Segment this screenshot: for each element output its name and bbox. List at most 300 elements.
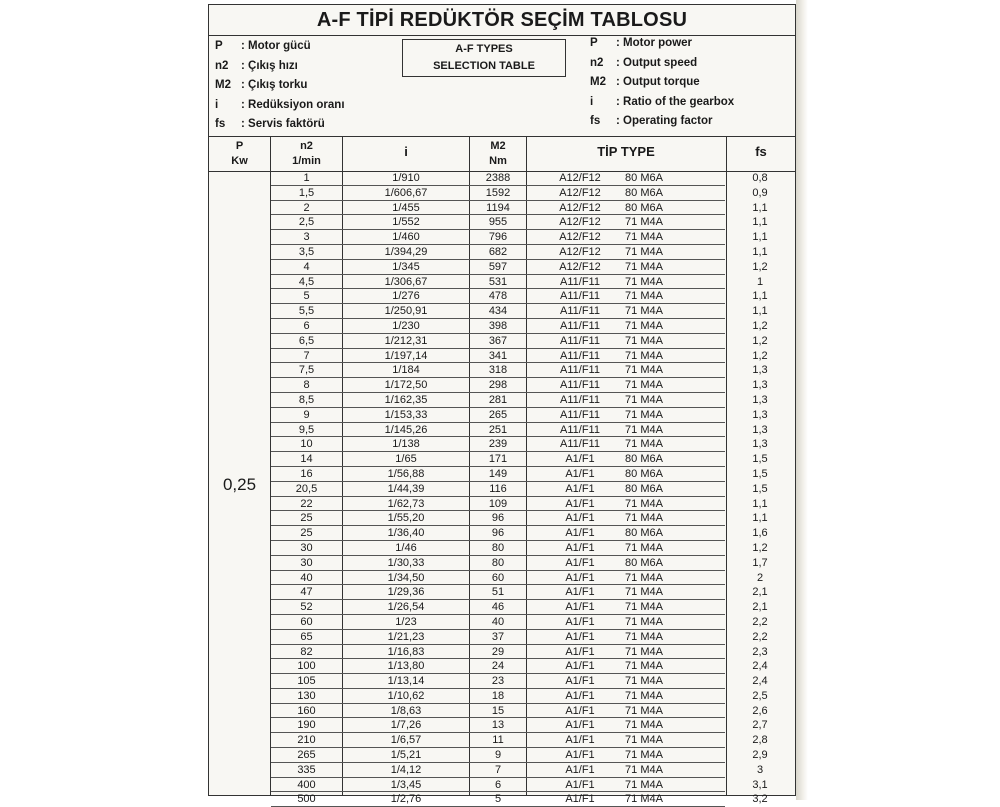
cell-m2: 5 [494,793,502,806]
cell-n2: 4 [303,260,310,273]
legend-item [590,54,734,74]
header-line: Kw [231,155,248,167]
cell-type: A1/F1 [565,601,595,614]
table-row [209,748,795,763]
cell-m2: 6 [494,778,502,791]
cell-motor: 80 M6A [625,527,663,540]
cell-motor: 80 M6A [625,482,663,495]
cell-fs: 1,1 [752,245,768,258]
cell-ratio: 1/13,80 [387,660,425,673]
legend-english [590,34,734,132]
cell-m2: 96 [491,527,505,540]
cell-m2: 796 [488,231,508,244]
legend-symbol: i [590,95,594,108]
cell-fs: 1,3 [752,423,768,436]
page-edge [796,0,808,800]
table-row [209,615,795,630]
table-row [209,704,795,719]
table-row [209,201,795,216]
table-row [209,482,795,497]
cell-n2: 2 [303,201,310,214]
cell-type: A1/F1 [565,615,595,628]
cell-n2: 4,5 [298,275,315,288]
cell-n2: 40 [300,571,313,584]
cell-ratio: 1/13,14 [387,675,425,688]
cell-type: A1/F1 [565,630,595,643]
cell-type: A1/F1 [565,453,595,466]
cell-type: A11/F11 [560,364,600,377]
cell-motor: 71 M4A [625,689,663,702]
table-row [209,437,795,452]
cell-ratio: 1/10,62 [387,689,425,702]
cell-m2: 46 [491,601,505,614]
cell-ratio: 1/138 [392,438,420,451]
header-line: P [235,140,244,152]
cell-motor: 71 M4A [625,423,663,436]
cell-n2: 210 [297,734,316,747]
legend-symbol: fs [215,118,226,131]
cell-fs: 1,7 [752,556,768,569]
table-row [209,467,795,482]
cell-type: A1/F1 [565,571,595,584]
table-row [209,245,795,260]
cell-m2: 367 [488,334,508,347]
legend-item [590,112,734,132]
cell-fs: 1,2 [752,334,768,347]
cell-type: A12/F12 [559,260,601,273]
cell-fs: 2,6 [752,704,768,717]
table-row [209,556,795,571]
cell-type: A12/F12 [559,245,601,258]
cell-n2: 6 [303,319,310,332]
cell-type: A1/F1 [565,793,595,806]
cell-n2: 8,5 [298,393,315,406]
cell-n2: 25 [300,527,313,540]
cell-n2: 3 [303,231,310,244]
cell-ratio: 1/44,39 [387,482,425,495]
table-row [209,585,795,600]
cell-motor: 71 M4A [625,216,663,229]
cell-ratio: 1/460 [392,231,420,244]
cell-fs: 1,2 [752,349,768,362]
cell-fs: 2,2 [752,615,768,628]
cell-fs: 1,3 [752,379,768,392]
legend-text: : Output speed [616,56,698,69]
cell-fs: 1,2 [752,260,768,273]
cell-m2: 239 [488,438,508,451]
table-row [209,260,795,275]
cell-type: A1/F1 [565,704,595,717]
cell-m2: 341 [488,349,508,362]
cell-n2: 47 [300,586,313,599]
cell-ratio: 1/8,63 [390,704,422,717]
cell-m2: 1592 [485,186,511,199]
cell-n2: 190 [297,719,316,732]
cell-fs: 1,3 [752,393,768,406]
types-box [402,39,566,77]
cell-fs: 2,3 [752,645,768,658]
cell-motor: 71 M4A [625,379,663,392]
cell-motor: 71 M4A [625,734,663,747]
selection-table-sheet [208,4,796,806]
cell-motor: 71 M4A [625,319,663,332]
cell-fs: 0,8 [752,172,768,184]
legend-item [590,34,734,54]
cell-n2: 265 [297,749,316,762]
cell-ratio: 1/62,73 [387,497,425,510]
cell-type: A1/F1 [565,763,595,776]
cell-ratio: 1/230 [392,319,420,332]
cell-n2: 1 [303,172,310,184]
cell-n2: 9,5 [298,423,315,436]
motor-power-value: 0,25 [222,475,257,494]
cell-ratio: 1/172,50 [384,379,428,392]
cell-n2: 22 [300,497,313,510]
cell-type: A1/F1 [565,778,595,791]
cell-n2: 52 [300,601,313,614]
cell-m2: 1194 [486,201,510,214]
cell-fs: 1 [756,275,764,288]
table-row [209,304,795,319]
cell-fs: 1,6 [752,527,768,540]
cell-ratio: 1/6,57 [390,734,422,747]
cell-type: A11/F11 [560,379,600,392]
cell-m2: 478 [488,290,508,303]
cell-motor: 71 M4A [625,290,663,303]
header-line: Nm [489,155,507,167]
cell-type: A1/F1 [565,541,595,554]
legend-text: : Motor gücü [241,40,311,52]
cell-ratio: 1/606,67 [384,186,428,199]
cell-motor: 80 M6A [625,453,663,466]
legend-text: : Servis faktörü [241,118,325,131]
legend-item [215,57,345,77]
cell-n2: 60 [300,615,313,628]
table-row [209,334,795,349]
cell-motor: 71 M4A [625,231,663,244]
cell-m2: 60 [491,571,505,584]
cell-fs: 1,1 [752,512,768,525]
page-title: A-F TİPİ REDÜKTÖR SEÇİM TABLOSU [209,5,795,36]
cell-motor: 71 M4A [625,408,663,421]
cell-type: A11/F11 [560,438,600,451]
legend-symbol: n2 [215,59,229,72]
cell-ratio: 1/21,23 [387,630,425,643]
cell-ratio: 1/26,54 [387,601,425,614]
cell-type: A12/F12 [559,231,601,244]
legend-text: : Redüksiyon oranı [241,98,345,111]
cell-motor: 71 M4A [625,793,663,806]
legend-turkish [215,37,345,135]
cell-n2: 65 [300,630,313,643]
header-type: TİP TYPE [597,144,655,159]
legend-text: : Output torque [616,76,700,89]
cell-ratio: 1/30,33 [387,556,425,569]
cell-fs: 1,1 [752,290,768,303]
table-row [209,630,795,645]
cell-fs: 1,1 [752,216,768,229]
header-line: 1/min [292,155,321,167]
cell-type: A1/F1 [565,556,595,569]
cell-fs: 0,9 [752,186,768,199]
cell-ratio: 1/455 [392,201,420,214]
cell-type: A1/F1 [565,467,595,480]
table-row [209,733,795,748]
cell-motor: 71 M4A [625,675,663,688]
cell-n2: 3,5 [298,245,315,258]
cell-ratio: 1/162,35 [384,393,428,406]
cell-ratio: 1/2,76 [390,793,422,806]
legend-item [590,93,734,113]
cell-n2: 8 [303,379,310,392]
cell-fs: 3,1 [752,778,768,791]
cell-type: A12/F12 [559,186,601,199]
cell-n2: 1,5 [298,186,315,199]
cell-motor: 71 M4A [625,260,663,273]
cell-type: A11/F11 [560,319,600,332]
table-row [209,378,795,393]
cell-ratio: 1/145,26 [384,423,428,436]
cell-motor: 71 M4A [625,571,663,584]
table-row [209,689,795,704]
cell-n2: 9 [303,408,310,421]
cell-m2: 265 [488,408,508,421]
cell-motor: 71 M4A [625,512,663,525]
legend-symbol: M2 [590,76,606,89]
table-row [209,600,795,615]
cell-fs: 2,2 [752,630,768,643]
table-row [209,275,795,290]
cell-motor: 71 M4A [625,660,663,673]
cell-fs: 1,2 [752,319,768,332]
cell-type: A1/F1 [565,482,595,495]
cell-m2: 531 [488,275,508,288]
cell-ratio: 1/345 [392,260,420,273]
table-row [209,674,795,689]
header-line: M2 [490,140,506,152]
cell-type: A1/F1 [565,586,595,599]
cell-motor: 71 M4A [625,630,663,643]
table-row [209,408,795,423]
cell-m2: 398 [488,319,508,332]
cell-ratio: 1/276 [392,290,420,303]
cell-m2: 96 [491,512,505,525]
cell-type: A11/F11 [560,334,600,347]
cell-motor: 71 M4A [625,245,663,258]
cell-motor: 71 M4A [625,305,663,318]
table-row [209,526,795,541]
header-i: i [404,144,408,159]
table-row [209,659,795,674]
cell-ratio: 1/197,14 [384,349,428,362]
cell-type: A1/F1 [565,749,595,762]
legend-text: : Çıkış torku [241,79,308,92]
cell-type: A1/F1 [565,497,595,510]
cell-ratio: 1/5,21 [390,749,422,762]
cell-motor: 71 M4A [625,645,663,658]
cell-fs: 2,1 [752,586,768,599]
cell-m2: 11 [492,734,504,747]
cell-type: A11/F11 [560,290,600,303]
cell-ratio: 1/306,67 [384,275,428,288]
cell-type: A1/F1 [565,660,595,673]
cell-n2: 500 [297,793,316,806]
cell-type: A1/F1 [565,645,595,658]
cell-type: A11/F11 [560,408,600,421]
cell-motor: 71 M4A [625,541,663,554]
cell-ratio: 1/34,50 [387,571,425,584]
cell-n2: 7,5 [298,364,315,377]
cell-motor: 71 M4A [625,334,663,347]
types-box-line: SELECTION TABLE [433,60,535,72]
legend-symbol: i [215,98,219,111]
table-row [209,393,795,408]
legend-text: : Ratio of the gearbox [616,95,735,108]
cell-motor: 71 M4A [625,275,663,288]
table-row [209,423,795,438]
legend-item [590,73,734,93]
cell-type: A11/F11 [560,349,600,362]
header-line: n2 [300,140,313,152]
legend-symbol: n2 [590,56,604,69]
table-row [209,718,795,733]
header-fs: fs [755,144,767,159]
cell-motor: 80 M6A [625,172,663,184]
cell-motor: 71 M4A [625,349,663,362]
legend-text: : Motor power [616,37,693,49]
cell-m2: 682 [488,245,508,258]
cell-motor: 71 M4A [625,749,663,762]
cell-m2: 37 [491,630,505,643]
cell-fs: 1,1 [752,231,768,244]
cell-n2: 16 [300,467,313,480]
cell-m2: 80 [491,541,505,554]
cell-ratio: 1/36,40 [387,527,425,540]
cell-motor: 71 M4A [625,438,663,451]
legend-symbol: M2 [215,79,231,92]
cell-n2: 6,5 [298,334,315,347]
cell-m2: 23 [491,675,505,688]
cell-m2: 251 [488,423,508,436]
table-row [209,571,795,586]
cell-ratio: 1/16,83 [387,645,425,658]
table-header [209,136,795,172]
cell-m2: 281 [488,393,508,406]
table-row [209,541,795,556]
cell-ratio: 1/46 [395,541,417,554]
cell-type: A12/F12 [559,172,601,184]
cell-ratio: 1/4,12 [390,763,422,776]
cell-fs: 2,7 [752,719,768,732]
cell-fs: 1,1 [752,305,768,318]
cell-motor: 71 M4A [625,615,663,628]
cell-ratio: 1/552 [392,216,420,229]
cell-type: A1/F1 [565,734,595,747]
cell-n2: 105 [297,675,316,688]
cell-fs: 1,2 [752,541,768,554]
cell-ratio: 1/153,33 [384,408,428,421]
cell-motor: 80 M6A [625,201,663,214]
legend-symbol: P [590,37,598,49]
cell-motor: 71 M4A [625,778,663,791]
cell-m2: 24 [491,660,505,673]
cell-type: A1/F1 [565,719,595,732]
legend-text: : Operating factor [616,115,713,128]
cell-m2: 80 [491,556,505,569]
cell-motor: 80 M6A [625,467,663,480]
cell-fs: 2 [756,571,764,584]
header-m2 [470,137,526,171]
cell-fs: 1,3 [752,364,768,377]
cell-m2: 13 [491,719,505,732]
cell-m2: 298 [488,379,508,392]
cell-ratio: 1/55,20 [387,512,425,525]
table-row [209,763,795,778]
types-box-line: A-F TYPES [455,43,513,55]
cell-n2: 30 [300,541,313,554]
cell-type: A1/F1 [565,675,595,688]
cell-type: A12/F12 [559,201,601,214]
cell-m2: 51 [491,586,505,599]
cell-fs: 3 [756,763,764,776]
cell-ratio: 1/29,36 [387,586,425,599]
cell-motor: 71 M4A [625,586,663,599]
table-row [209,230,795,245]
header-p [209,137,270,171]
cell-m2: 597 [488,260,508,273]
cell-fs: 2,1 [752,601,768,614]
cell-m2: 18 [491,689,505,702]
table-row [209,319,795,334]
table-row [209,171,795,186]
cell-ratio: 1/3,45 [390,778,422,791]
cell-motor: 71 M4A [625,719,663,732]
cell-ratio: 1/394,29 [384,245,428,258]
cell-m2: 9 [494,749,502,762]
cell-m2: 434 [488,305,508,318]
table-row [209,778,795,793]
cell-ratio: 1/23 [395,615,417,628]
legend-text: : Çıkış hızı [241,59,298,72]
table-body [209,171,795,807]
table-row [209,289,795,304]
cell-n2: 14 [300,453,313,466]
cell-n2: 5 [303,290,310,303]
cell-ratio: 1/250,91 [384,305,428,318]
cell-type: A1/F1 [565,512,595,525]
table-row [209,215,795,230]
cell-motor: 71 M4A [625,393,663,406]
cell-ratio: 1/65 [395,453,417,466]
legend-item [215,115,345,135]
cell-fs: 1,5 [752,467,768,480]
legend-item [215,96,345,116]
cell-ratio: 1/184 [392,364,420,377]
cell-n2: 400 [297,778,316,791]
cell-motor: 71 M4A [625,601,663,614]
cell-n2: 335 [297,763,316,776]
table-row [209,497,795,512]
cell-m2: 40 [491,615,505,628]
cell-motor: 71 M4A [625,497,663,510]
table-row [209,511,795,526]
cell-m2: 116 [489,482,507,495]
table-row [209,186,795,201]
header-n2 [271,137,342,171]
cell-n2: 30 [300,556,313,569]
cell-fs: 1,5 [752,453,768,466]
cell-n2: 130 [297,689,316,702]
